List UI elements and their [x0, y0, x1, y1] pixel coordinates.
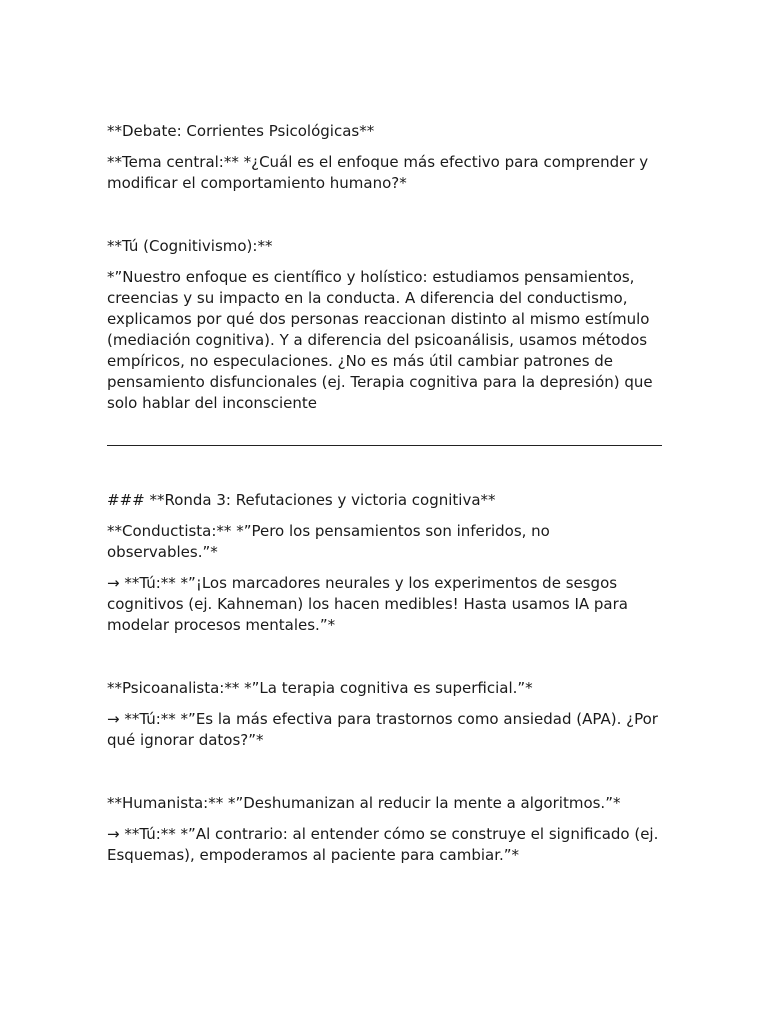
- reply-conductista: → **Tú:** *”¡Los marcadores neurales y los experimentos de sesgos cognitivos (ej. Kahneman) los hacen medibles! Hasta usamos IA para modelar procesos mentales.”*: [107, 574, 628, 634]
- objection-humanista: **Humanista:** *”Deshumanizan al reducir la mente a algoritmos.”*: [107, 794, 621, 812]
- document-title: **Debate: Corrientes Psicológicas**: [107, 122, 375, 140]
- you-statement: *”Nuestro enfoque es científico y holístico: estudiamos pensamientos, creencias y su impacto en la conducta. A diferencia del conductismo, explicamos por qué dos personas reaccionan distinto al mismo estímulo (mediación cognitiva). Y a diferencia del psicoanálisis, usamos métodos empíricos, no especulaciones. ¿No es más útil cambiar patrones de pensamiento disfuncionales (ej. Terapia cognitiva para la depresión) que solo hablar del inconsciente: [107, 268, 653, 412]
- objection-psicoanalista: **Psicoanalista:** *”La terapia cognitiva es superficial.”*: [107, 679, 533, 697]
- objection-conductista: **Conductista:** *”Pero los pensamientos son inferidos, no observables.”*: [107, 522, 550, 561]
- round-heading: ### **Ronda 3: Refutaciones y victoria cognitiva**: [107, 491, 496, 509]
- document-page: [107, 121, 663, 866]
- central-topic: **Tema central:** *¿Cuál es el enfoque más efectivo para comprender y modificar el comportamiento humano?*: [107, 153, 649, 192]
- you-heading: **Tú (Cognitivismo):**: [107, 237, 273, 255]
- reply-psicoanalista: → **Tú:** *”Es la más efectiva para trastornos como ansiedad (APA). ¿Por qué ignorar datos?”*: [107, 710, 658, 749]
- reply-humanista: → **Tú:** *”Al contrario: al entender cómo se construye el significado (ej. Esquemas), empoderamos al paciente para cambiar.”*: [107, 825, 659, 864]
